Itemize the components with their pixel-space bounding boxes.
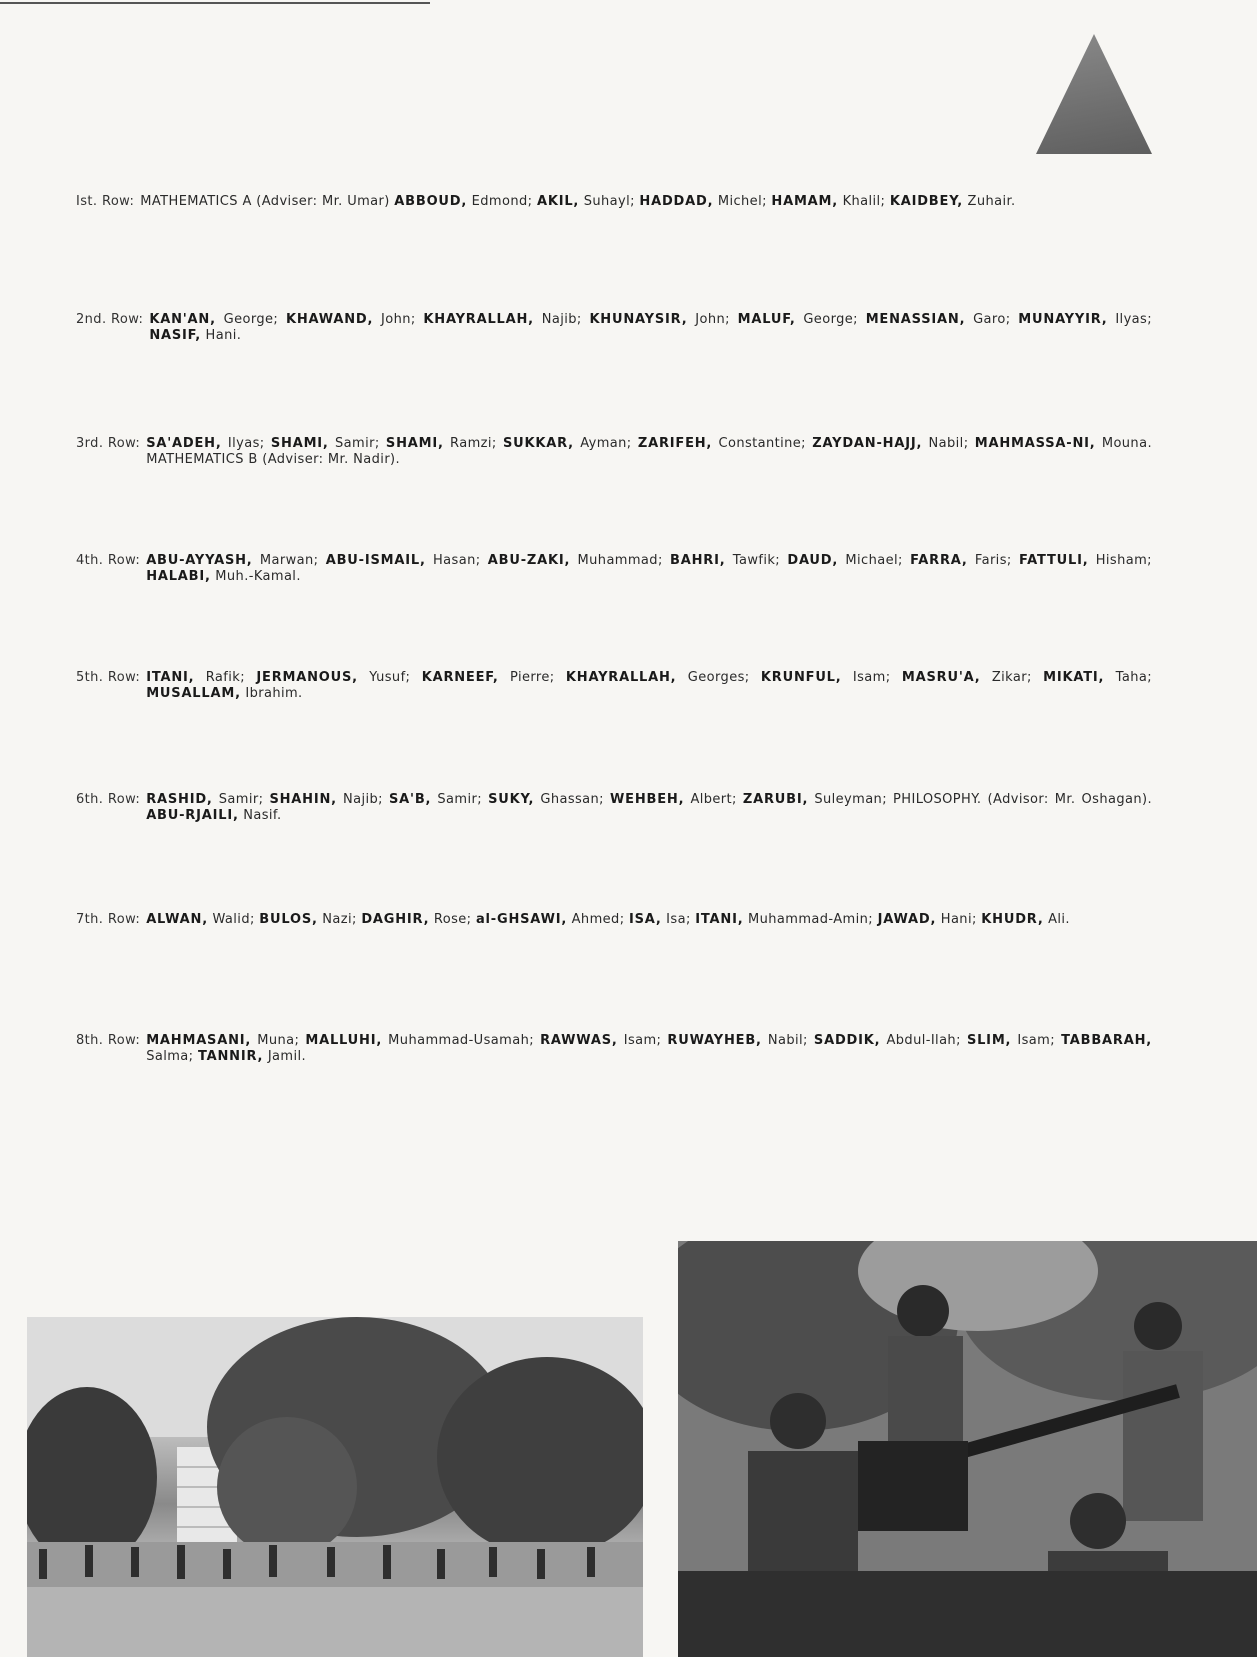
given-name-text: Nasif. [238, 808, 282, 823]
surname: al-GHSAWI, [475, 912, 568, 927]
given-name-text: Nabil; [922, 436, 975, 451]
given-name-text: John; [687, 312, 738, 327]
caption-row-7 [76, 912, 1152, 928]
surname: MASRU'A, [901, 670, 981, 685]
row-names [146, 436, 1152, 468]
surname: DAUD, [787, 553, 839, 568]
row-names [140, 194, 1152, 210]
given-name-text: Hisham; [1088, 553, 1152, 568]
given-name-text: Mouna. MATHEMATICS B (Adviser: Mr. Nadir). [146, 436, 1152, 467]
given-name-text: Taha; [1104, 670, 1152, 685]
given-name-text: Ali. [1043, 912, 1070, 927]
given-name-text: Isam; [841, 670, 902, 685]
given-name-text: Abdul-Ilah; [880, 1033, 967, 1048]
given-name-text: Muhammad; [570, 553, 671, 568]
photo-soldiers-with-gun [678, 1241, 1257, 1657]
surname: ZARIFEH, [637, 436, 713, 451]
surname: ABU-AYYASH, [146, 553, 253, 568]
surname: ABU-RJAILI, [146, 808, 239, 823]
surname: NASIF, [149, 328, 202, 343]
row-label: 4th. Row: [76, 553, 141, 568]
surname: KHAYRALLAH, [423, 312, 534, 327]
given-name-text: Muhammad-Usamah; [382, 1033, 541, 1048]
surname: ALWAN, [146, 912, 208, 927]
surname: MIKATI, [1043, 670, 1105, 685]
surname: MUNAYYIR, [1018, 312, 1108, 327]
given-name-text: Albert; [684, 792, 743, 807]
surname: RUWAYHEB, [667, 1033, 762, 1048]
given-name-text: Najib; [533, 312, 590, 327]
top-rule [0, 2, 430, 4]
surname: RASHID, [146, 792, 213, 807]
given-name-text: Edmond; [467, 194, 537, 209]
given-name-text: Michel; [713, 194, 772, 209]
surname: SHAMI, [385, 436, 444, 451]
surname: KRUNFUL, [760, 670, 842, 685]
surname: HAMAM, [771, 194, 839, 209]
given-name-text: Isam; [1011, 1033, 1062, 1048]
surname: MENASSIAN, [865, 312, 966, 327]
surname: SLIM, [966, 1033, 1012, 1048]
given-name-text: Salma; [146, 1049, 198, 1064]
given-name-text: Walid; [207, 912, 260, 927]
surname: ITANI, [695, 912, 744, 927]
surname: SA'ADEH, [146, 436, 222, 451]
given-name-text: Khalil; [838, 194, 890, 209]
surname: DAGHIR, [361, 912, 430, 927]
surname: MUSALLAM, [146, 686, 241, 701]
caption-row-5 [76, 670, 1152, 702]
given-name-text: Rose; [429, 912, 476, 927]
caption-row-2 [76, 312, 1152, 344]
given-name-text: Suhayl; [579, 194, 640, 209]
given-name-text: Constantine; [712, 436, 813, 451]
given-name-text: Najib; [336, 792, 390, 807]
given-name-text: Marwan; [252, 553, 326, 568]
given-name-text: Pierre; [498, 670, 566, 685]
surname: MAHMASANI, [146, 1033, 252, 1048]
surname: KHAYRALLAH, [565, 670, 677, 685]
triangle-ornament [1036, 34, 1152, 154]
caption-row-6 [76, 792, 1152, 824]
given-name-text: George; [215, 312, 286, 327]
surname: TANNIR, [197, 1049, 264, 1064]
caption-row-1 [76, 194, 1152, 210]
given-name-text: Nabil; [761, 1033, 814, 1048]
given-name-text: Tawfik; [725, 553, 788, 568]
caption-row-3 [76, 436, 1152, 468]
given-name-text: Michael; [838, 553, 911, 568]
given-name-text: Suleyman; PHILOSOPHY. (Advisor: Mr. Oshagan). [808, 792, 1152, 807]
row-label: Ist. Row: [76, 194, 135, 209]
surname: TABBARAH, [1061, 1033, 1152, 1048]
surname: SHAMI, [270, 436, 329, 451]
given-name-text: Ilyas; [1107, 312, 1152, 327]
given-name-text: Hani. [201, 328, 242, 343]
caption-row-8 [76, 1033, 1152, 1065]
surname: FARRA, [910, 553, 968, 568]
surname: HALABI, [146, 569, 211, 584]
surname: SUKY, [488, 792, 535, 807]
given-name-text: Samir; [212, 792, 270, 807]
row-names [146, 792, 1152, 824]
row-label: 2nd. Row: [76, 312, 144, 327]
surname: AKIL, [536, 194, 580, 209]
surname: ITANI, [146, 670, 195, 685]
surname: KHAWAND, [285, 312, 374, 327]
given-name-text: Samir; [431, 792, 489, 807]
caption-row-4 [76, 553, 1152, 585]
surname: KAN'AN, [149, 312, 216, 327]
surname: ZARUBI, [742, 792, 809, 807]
surname: BAHRI, [670, 553, 726, 568]
row-names [146, 1033, 1152, 1065]
given-name-text: John; [373, 312, 424, 327]
given-name-text: Georges; [676, 670, 761, 685]
surname: SHAHIN, [269, 792, 337, 807]
given-name-text: Yusuf; [357, 670, 422, 685]
given-name-text: Jamil. [263, 1049, 307, 1064]
given-name-text: Zuhair. [963, 194, 1016, 209]
surname: MALUF, [737, 312, 796, 327]
row-names [146, 912, 1152, 928]
row-label: 8th. Row: [76, 1033, 141, 1048]
given-name-text: Ilyas; [221, 436, 271, 451]
given-name-text: Ahmed; [567, 912, 629, 927]
row-label: 7th. Row: [76, 912, 141, 927]
given-name-text: Muna; [251, 1033, 306, 1048]
given-name-text: Muh.-Kamal. [210, 569, 301, 584]
surname: KARNEEF, [421, 670, 499, 685]
surname: RAWWAS, [540, 1033, 618, 1048]
row-label: 6th. Row: [76, 792, 141, 807]
given-name-text: Hani; [936, 912, 982, 927]
given-name-text: Ghassan; [534, 792, 611, 807]
surname: SUKKAR, [502, 436, 574, 451]
given-name-text: Nazi; [317, 912, 362, 927]
given-name-text: Samir; [328, 436, 386, 451]
given-name-text: Garo; [965, 312, 1019, 327]
row-names [146, 553, 1152, 585]
surname: KHUNAYSIR, [589, 312, 688, 327]
soldiers-scene [678, 1241, 1257, 1657]
field-scene [27, 1317, 643, 1657]
given-name-text: Isa; [661, 912, 696, 927]
given-name-text: Isam; [617, 1033, 668, 1048]
surname: MALLUHI, [305, 1033, 383, 1048]
surname: JERMANOUS, [256, 670, 358, 685]
given-name-text: Ramzi; [443, 436, 503, 451]
row-label: 5th. Row: [76, 670, 141, 685]
given-name-text: Muhammad-Amin; [743, 912, 878, 927]
given-name-text: MATHEMATICS A (Adviser: Mr. Umar) [140, 194, 395, 209]
surname: ABU-ISMAIL, [325, 553, 426, 568]
surname: WEHBEH, [610, 792, 685, 807]
given-name-text: Rafik; [194, 670, 257, 685]
surname: BULOS, [259, 912, 318, 927]
surname: SA'B, [389, 792, 432, 807]
surname: SADDIK, [813, 1033, 881, 1048]
surname: ABU-ZAKI, [487, 553, 571, 568]
given-name-text: Ibrahim. [240, 686, 303, 701]
row-names [146, 670, 1152, 702]
given-name-text: Ayman; [573, 436, 638, 451]
row-names [149, 312, 1152, 344]
given-name-text: George; [795, 312, 866, 327]
given-name-text: Hasan; [425, 553, 488, 568]
given-name-text: Zikar; [980, 670, 1044, 685]
surname: FATTULI, [1018, 553, 1089, 568]
surname: ABBOUD, [394, 194, 468, 209]
surname: JAWAD, [877, 912, 937, 927]
row-label: 3rd. Row: [76, 436, 141, 451]
given-name-text: Faris; [967, 553, 1019, 568]
surname: ISA, [629, 912, 662, 927]
surname: KHUDR, [981, 912, 1044, 927]
photo-students-running-field [27, 1317, 643, 1657]
surname: HADDAD, [639, 194, 714, 209]
surname: ZAYDAN-HAJJ, [812, 436, 923, 451]
surname: MAHMASSA-NI, [974, 436, 1096, 451]
surname: KAIDBEY, [889, 194, 963, 209]
